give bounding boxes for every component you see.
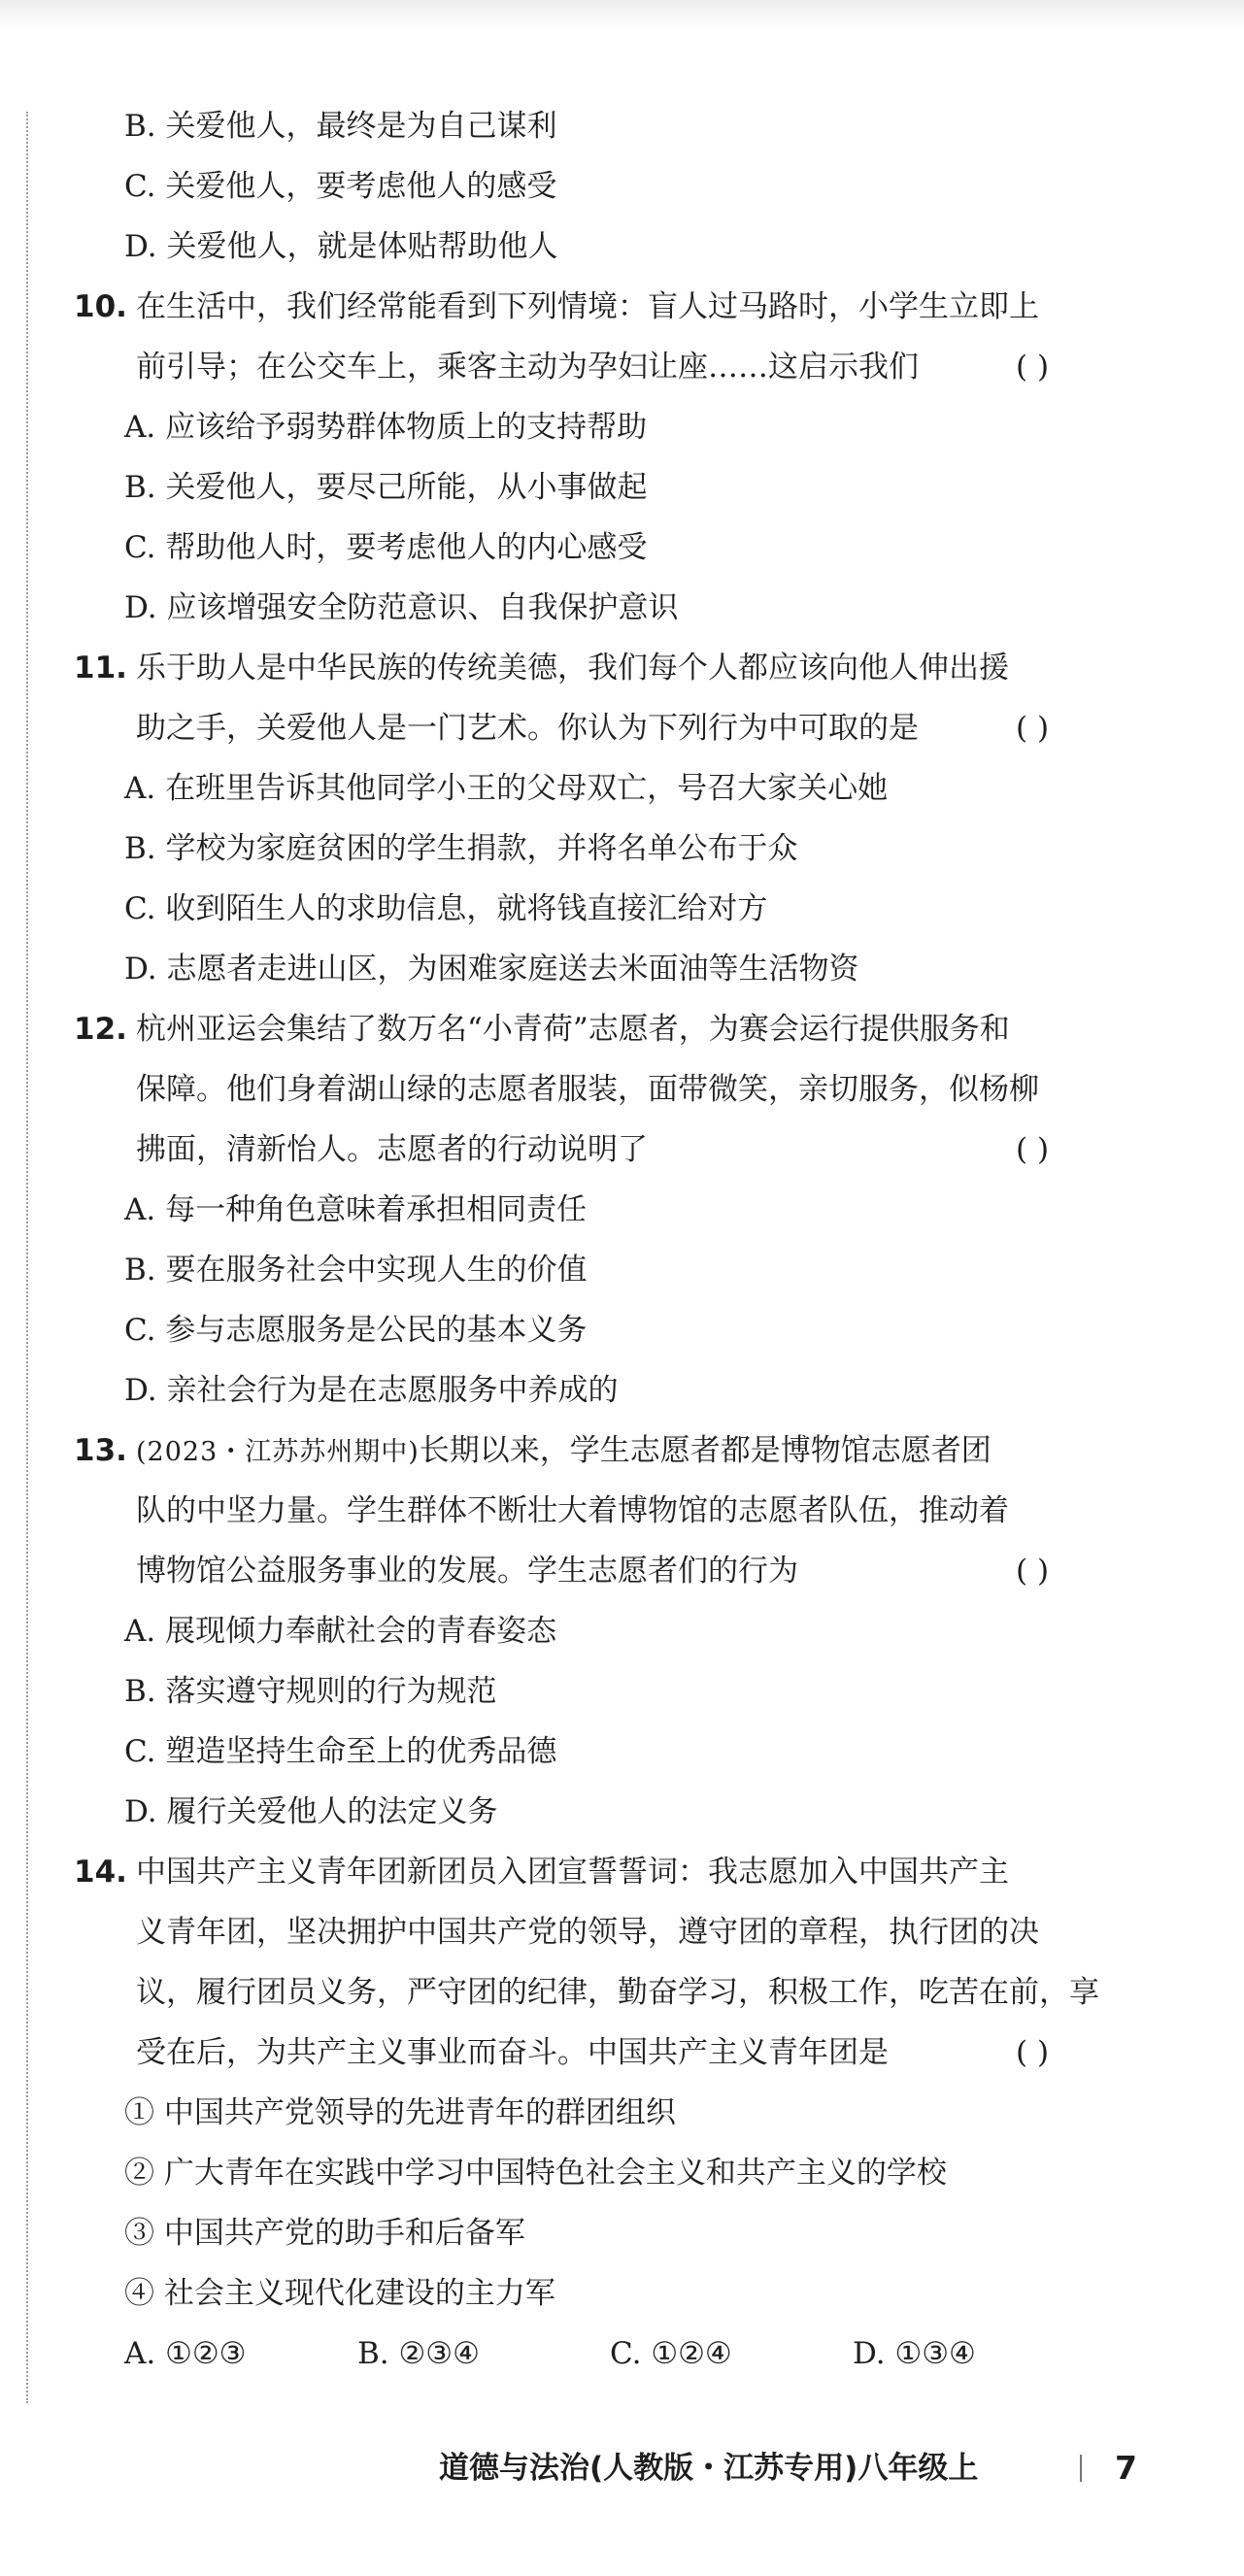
answer-bracket: ( ) (1016, 711, 1050, 746)
question-text-line: 队的中坚力量。学生群体不断壮大着博物馆的志愿者队伍，推动着 (136, 1493, 1009, 1528)
question-text-line: 杭州亚运会集结了数万名“小青荷”志愿者，为赛会运行提供服务和 (136, 1012, 1010, 1047)
statement-4: ④ 社会主义现代化建设的主力军 (124, 2276, 555, 2311)
book-title: 道德与法治(人教版・江苏专用)八年级上 (439, 2451, 979, 2486)
question-number: 14. (74, 1855, 127, 1890)
prev-option-c: C. 关爱他人，要考虑他人的感受 (124, 169, 557, 204)
option-d: D. 应该增强安全防范意识、自我保护意识 (124, 590, 679, 625)
question-text-line: 乐于助人是中华民族的传统美德，我们每个人都应该向他人伸出援 (136, 651, 1009, 686)
question-text-line: 博物馆公益服务事业的发展。学生志愿者们的行为 (136, 1554, 798, 1589)
statement-3: ③ 中国共产党的助手和后备军 (124, 2216, 525, 2251)
question-text-line: 保障。他们身着湖山绿的志愿者服装，面带微笑，亲切服务，似杨柳 (136, 1072, 1039, 1107)
question-number: 10. (74, 289, 127, 324)
option-b: B. 学校为家庭贫困的学生捐款，并将名单公布于众 (124, 831, 798, 866)
statement-1: ① 中国共产党领导的先进青年的群团组织 (124, 2095, 676, 2130)
answer-bracket: ( ) (1016, 1554, 1050, 1589)
question-text-line: 受在后，为共产主义事业而奋斗。中国共产主义青年团是 (136, 2035, 889, 2070)
option-b: B. 要在服务社会中实现人生的价值 (124, 1253, 588, 1288)
option-b: B. 落实遵守规则的行为规范 (124, 1674, 497, 1709)
option-d: D. 亲社会行为是在志愿服务中养成的 (124, 1373, 619, 1408)
question-text-line (136, 1431, 992, 1472)
answer-bracket: ( ) (1016, 1132, 1050, 1167)
binding-margin-rule (26, 112, 28, 2403)
answer-bracket: ( ) (1016, 2035, 1050, 2070)
answer-choice-a: A. ①②③ (124, 2336, 247, 2371)
question-number: 11. (74, 651, 127, 686)
question-text-line: 拂面，清新怡人。志愿者的行动说明了 (136, 1132, 648, 1167)
question-number: 12. (74, 1012, 127, 1047)
page-footer (0, 2445, 1244, 2492)
question-number: 13. (74, 1433, 127, 1468)
question-text: 长期以来，学生志愿者都是博物馆志愿者团 (419, 1433, 992, 1468)
answer-choice-b: B. ②③④ (357, 2336, 480, 2371)
prev-option-b: B. 关爱他人，最终是为自己谋利 (124, 109, 557, 144)
question-text-line: 前引导；在公交车上，乘客主动为孕妇让座……这启示我们 (136, 350, 919, 385)
option-a: A. 每一种角色意味着承担相同责任 (124, 1192, 588, 1227)
option-c: C. 塑造坚持生命至上的优秀品德 (124, 1734, 557, 1769)
page-number: 7 (1115, 2449, 1137, 2487)
question-text-line: 助之手，关爱他人是一门艺术。你认为下列行为中可取的是 (136, 711, 919, 746)
statement-2: ② 广大青年在实践中学习中国特色社会主义和共产主义的学校 (124, 2156, 947, 2191)
question-source: (2023・江苏苏州期中) (136, 1437, 420, 1467)
answer-bracket: ( ) (1016, 350, 1050, 385)
question-text-line: 中国共产主义青年团新团员入团宣誓誓词：我志愿加入中国共产主 (136, 1855, 1009, 1890)
question-text-line: 义青年团，坚决拥护中国共产党的领导，遵守团的章程，执行团的决 (136, 1915, 1039, 1950)
question-text-line: 在生活中，我们经常能看到下列情境：盲人过马路时，小学生立即上 (136, 289, 1039, 324)
footer-divider (1080, 2455, 1082, 2482)
page-top-shadow (0, 0, 1244, 29)
option-d: D. 志愿者走进山区，为困难家庭送去米面油等生活物资 (124, 952, 859, 987)
option-c: C. 参与志愿服务是公民的基本义务 (124, 1313, 588, 1348)
option-c: C. 收到陌生人的求助信息，就将钱直接汇给对方 (124, 891, 768, 926)
answer-choice-d: D. ①③④ (853, 2336, 976, 2371)
option-a: A. 应该给予弱势群体物质上的支持帮助 (124, 410, 648, 445)
option-c: C. 帮助他人时，要考虑他人的内心感受 (124, 530, 648, 565)
question-text-line: 议，履行团员义务，严守团的纪律，勤奋学习，积极工作，吃苦在前，享 (136, 1975, 1099, 2010)
answer-choice-c: C. ①②④ (610, 2336, 732, 2371)
option-b: B. 关爱他人，要尽己所能，从小事做起 (124, 470, 648, 505)
prev-option-d: D. 关爱他人，就是体贴帮助他人 (124, 229, 558, 264)
option-a: A. 展现倾力奉献社会的青春姿态 (124, 1614, 557, 1649)
option-a: A. 在班里告诉其他同学小王的父母双亡，号召大家关心她 (124, 771, 889, 806)
option-d: D. 履行关爱他人的法定义务 (124, 1794, 498, 1829)
